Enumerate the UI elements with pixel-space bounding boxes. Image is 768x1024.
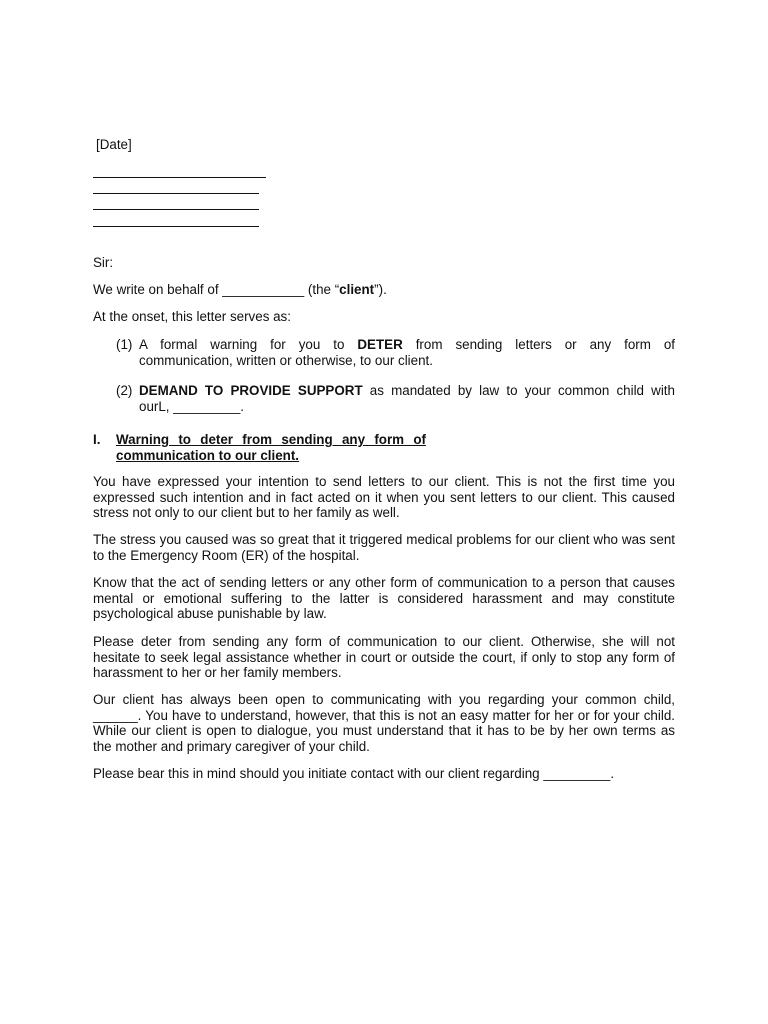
section-numeral: I. bbox=[93, 432, 101, 447]
list-number: (1) bbox=[116, 337, 133, 352]
address-blank-line bbox=[93, 209, 259, 210]
address-blank-line bbox=[93, 193, 259, 194]
list-text-start: A formal warning for you to bbox=[139, 337, 358, 352]
body-paragraph: You have expressed your intention to send letters to our client. This is not the first time you expressed such intention and in fact acted on it when you sent letters to our client. This caused stress not only to our client but to her family as well. bbox=[93, 474, 675, 520]
salutation: Sir: bbox=[93, 255, 114, 270]
list-text-end: from sending letters or any form of bbox=[402, 337, 676, 352]
list-text bbox=[139, 337, 675, 368]
list-line: communication, written or otherwise, to our client. bbox=[139, 352, 433, 368]
list-number: (2) bbox=[116, 383, 133, 398]
date-placeholder: [Date] bbox=[96, 137, 132, 152]
body-paragraph: Our client has always been open to communicating with you regarding your common child, ______. You have to understand, however, that this is not an easy matter for her or for your child. While our client is open to dialogue, you must understand that it has to be by her own terms as the mother and primary caregiver of your child. bbox=[93, 692, 675, 754]
list-text bbox=[139, 383, 675, 414]
deter-term: DETER bbox=[357, 337, 403, 352]
section-title-line: communication to our client. bbox=[116, 447, 300, 463]
address-blank-line bbox=[93, 226, 259, 227]
intro-text: We write on behalf of ___________ (the “ bbox=[93, 282, 340, 297]
intro-text-end: ”). bbox=[374, 282, 387, 297]
body-paragraph: Please deter from sending any form of communication to our client. Otherwise, she will not hesitate to seek legal assistance whether in court or outside the court, if only to stop any form of harassment to her or her family members. bbox=[93, 634, 675, 680]
client-term: client bbox=[339, 282, 375, 297]
body-paragraph: The stress you caused was so great that it triggered medical problems for our client who was sent to the Emergency Room (ER) of the hospital. bbox=[93, 532, 675, 563]
section-title-line: Warning to deter from sending any form of bbox=[116, 432, 426, 447]
list-line bbox=[139, 337, 675, 353]
body-paragraph: Know that the act of sending letters or any other form of communication to a person that causes mental or emotional suffering to the latter is considered harassment and may constitute psychological abuse punishable by law. bbox=[93, 575, 675, 621]
list-line: ourL, _________. bbox=[139, 398, 244, 414]
section-title bbox=[116, 432, 426, 463]
address-blank-line bbox=[93, 177, 266, 178]
demand-term: DEMAND TO PROVIDE SUPPORT bbox=[139, 383, 363, 398]
onset-sentence: At the onset, this letter serves as: bbox=[93, 309, 291, 324]
intro-sentence bbox=[93, 282, 387, 298]
body-paragraph: Please bear this in mind should you initiate contact with our client regarding _________. bbox=[93, 766, 615, 781]
list-line bbox=[139, 383, 675, 399]
list-text-end: as mandated by law to your common child with bbox=[362, 383, 675, 398]
